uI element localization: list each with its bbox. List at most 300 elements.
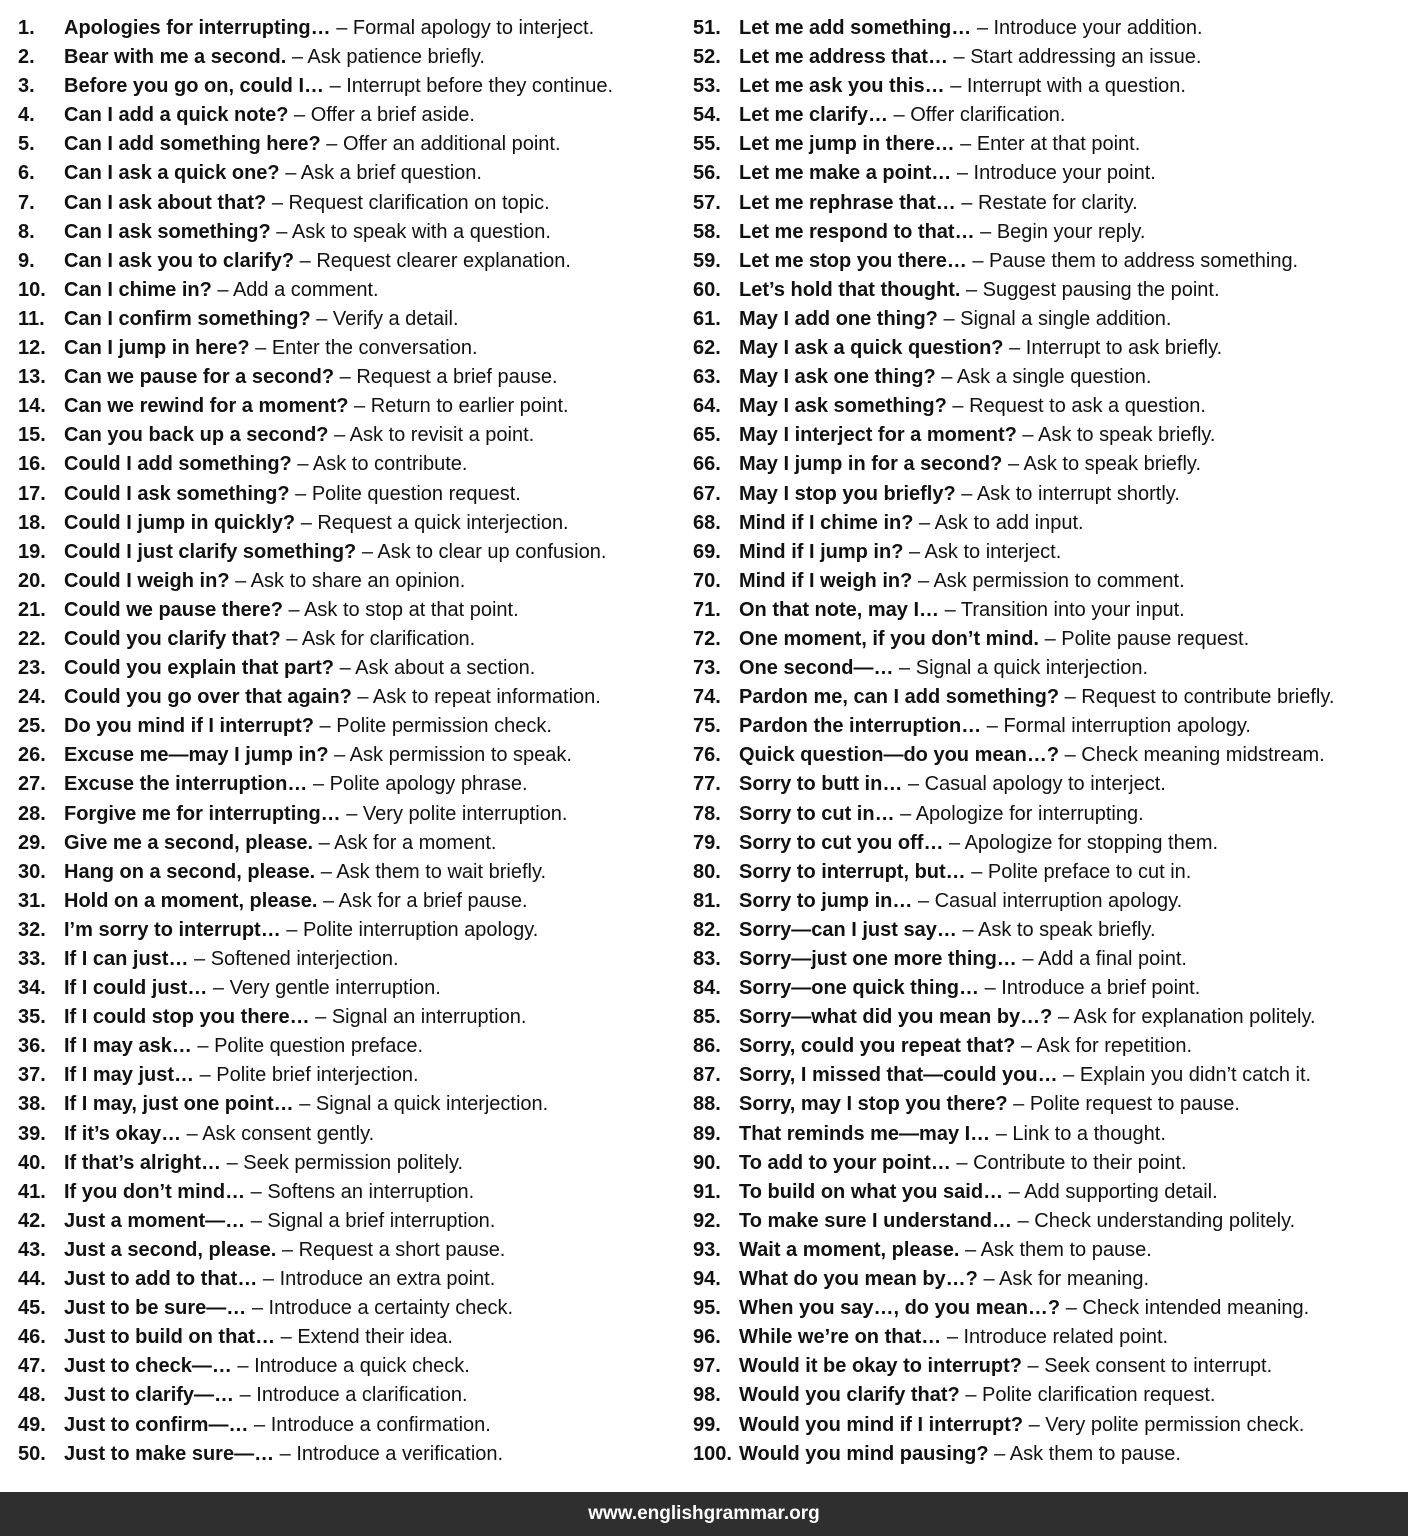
item-description: – Polite preface to cut in. xyxy=(971,860,1192,883)
item-description: – Ask to repeat information. xyxy=(357,686,601,709)
item-description: – Ask to contribute. xyxy=(297,453,468,476)
list-item xyxy=(18,1294,678,1323)
item-text xyxy=(739,43,1201,72)
item-text xyxy=(739,247,1298,276)
item-phrase: When you say…, do you mean…? xyxy=(739,1297,1061,1320)
item-phrase: Let me stop you there… xyxy=(739,249,967,272)
list-item xyxy=(18,1090,678,1119)
item-phrase: May I interject for a moment? xyxy=(739,424,1017,447)
item-text xyxy=(64,1265,495,1294)
list-item xyxy=(693,945,1408,974)
item-number: 87. xyxy=(693,1064,721,1087)
item-phrase: Just to check—… xyxy=(64,1355,232,1378)
list-item xyxy=(693,480,1408,509)
item-text xyxy=(739,887,1182,916)
item-text xyxy=(64,1149,463,1178)
footer-url[interactable]: www.englishgrammar.org xyxy=(588,1503,820,1524)
item-phrase: If I could just… xyxy=(64,977,208,1000)
item-phrase: Wait a moment, please. xyxy=(739,1238,960,1261)
item-number: 69. xyxy=(693,540,721,563)
item-number: 56. xyxy=(693,162,721,185)
list-item xyxy=(693,1149,1408,1178)
item-number: 54. xyxy=(693,104,721,127)
item-phrase: Excuse me—may I jump in? xyxy=(64,744,329,767)
item-number: 9. xyxy=(18,249,35,272)
item-text xyxy=(739,858,1191,887)
item-number: 83. xyxy=(693,948,721,970)
item-number: 42. xyxy=(18,1209,46,1232)
item-number: 18. xyxy=(18,511,46,534)
list-item xyxy=(18,218,678,247)
item-phrase: May I jump in for a second? xyxy=(739,453,1003,476)
list-item xyxy=(18,567,678,596)
item-text xyxy=(739,916,1156,945)
item-text xyxy=(739,596,1185,625)
list-item xyxy=(18,916,678,945)
item-number: 65. xyxy=(693,424,721,447)
item-text xyxy=(739,1294,1309,1323)
item-description: – Check intended meaning. xyxy=(1065,1297,1310,1320)
item-number: 47. xyxy=(18,1355,46,1378)
item-text xyxy=(64,858,546,887)
list-item xyxy=(693,974,1408,1003)
item-description: – Restate for clarity. xyxy=(961,191,1138,214)
list-item xyxy=(18,887,678,916)
item-text xyxy=(64,1032,423,1061)
item-number: 60. xyxy=(693,278,721,301)
list-item xyxy=(693,363,1408,392)
item-number: 89. xyxy=(693,1122,721,1145)
item-phrase: On that note, may I… xyxy=(739,598,940,621)
item-description: – Polite apology phrase. xyxy=(312,773,528,796)
item-phrase: One second—… xyxy=(739,657,894,680)
list-item xyxy=(18,625,678,654)
item-text xyxy=(739,654,1148,683)
list-item xyxy=(693,829,1408,858)
item-number: 37. xyxy=(18,1064,46,1087)
item-text xyxy=(739,1207,1295,1236)
item-number: 34. xyxy=(18,977,46,1000)
item-description: – Ask for explanation politely. xyxy=(1057,1006,1316,1029)
item-description: – Ask them to pause. xyxy=(965,1238,1152,1261)
item-phrase: To add to your point… xyxy=(739,1151,951,1174)
item-description: – Introduce a brief point. xyxy=(984,977,1201,1000)
list-item xyxy=(18,829,678,858)
item-phrase: Just a moment—… xyxy=(64,1209,246,1232)
item-description: – Signal a quick interjection. xyxy=(299,1093,549,1116)
item-text xyxy=(64,421,534,450)
item-text xyxy=(64,1003,526,1032)
item-number: 45. xyxy=(18,1297,46,1320)
item-phrase: What do you mean by…? xyxy=(739,1268,978,1291)
list-item xyxy=(693,72,1408,101)
item-phrase: Sorry to cut in… xyxy=(739,802,895,825)
item-text xyxy=(739,829,1218,858)
item-text xyxy=(64,712,552,741)
item-number: 20. xyxy=(18,569,46,592)
item-description: – Ask to interject. xyxy=(908,540,1062,563)
item-phrase: Sorry—just one more thing… xyxy=(739,948,1017,970)
item-number: 75. xyxy=(693,715,721,738)
list-item xyxy=(18,480,678,509)
item-text xyxy=(64,363,558,392)
item-text xyxy=(64,189,550,218)
item-phrase: One moment, if you don’t mind. xyxy=(739,627,1039,650)
item-phrase: Could I weigh in? xyxy=(64,569,230,592)
item-text xyxy=(739,305,1171,334)
item-description: – Introduce a clarification. xyxy=(239,1384,468,1407)
item-phrase: If I could stop you there… xyxy=(64,1006,310,1029)
item-number: 58. xyxy=(693,220,721,243)
item-number: 29. xyxy=(18,831,46,854)
item-description: – Very polite permission check. xyxy=(1028,1413,1305,1436)
item-number: 72. xyxy=(693,627,721,650)
item-number: 74. xyxy=(693,686,721,709)
item-text xyxy=(64,130,561,159)
list-item xyxy=(18,43,678,72)
item-description: – Casual apology to interject. xyxy=(907,773,1166,796)
item-phrase: Would it be okay to interrupt? xyxy=(739,1355,1022,1378)
item-number: 35. xyxy=(18,1006,46,1029)
item-number: 25. xyxy=(18,715,46,738)
item-text xyxy=(739,1236,1152,1265)
item-number: 85. xyxy=(693,1006,721,1029)
item-phrase: Can I add a quick note? xyxy=(64,104,289,127)
item-text xyxy=(64,741,572,770)
item-description: – Polite question request. xyxy=(295,482,521,505)
item-description: – Check meaning midstream. xyxy=(1064,744,1325,767)
item-phrase: Can I ask about that? xyxy=(64,191,267,214)
item-number: 53. xyxy=(693,75,721,98)
item-phrase: Could I add something? xyxy=(64,453,292,476)
phrase-column-right xyxy=(693,14,1408,1469)
list-item xyxy=(18,1207,678,1236)
item-phrase: May I stop you briefly? xyxy=(739,482,956,505)
list-item xyxy=(693,1236,1408,1265)
item-description: – Ask a brief question. xyxy=(285,162,482,185)
item-text xyxy=(64,1207,495,1236)
list-item xyxy=(693,625,1408,654)
item-description: – Seek consent to interrupt. xyxy=(1027,1355,1273,1378)
item-phrase: May I add one thing? xyxy=(739,307,938,330)
item-description: – Extend their idea. xyxy=(280,1326,453,1349)
list-item xyxy=(693,421,1408,450)
item-phrase: Just a second, please. xyxy=(64,1238,277,1261)
list-item xyxy=(18,101,678,130)
list-item xyxy=(693,538,1408,567)
list-item xyxy=(18,800,678,829)
list-item xyxy=(18,1120,678,1149)
item-text xyxy=(739,1440,1181,1469)
list-item xyxy=(693,800,1408,829)
item-description: – Request clearer explanation. xyxy=(299,249,571,272)
item-text xyxy=(739,770,1166,799)
item-phrase: Just to add to that… xyxy=(64,1268,258,1291)
item-number: 8. xyxy=(18,220,35,243)
list-item xyxy=(693,858,1408,887)
item-text xyxy=(64,305,459,334)
list-item xyxy=(693,741,1408,770)
item-phrase: While we’re on that… xyxy=(739,1326,942,1349)
list-item xyxy=(693,1032,1408,1061)
item-text xyxy=(739,683,1334,712)
item-number: 24. xyxy=(18,686,46,709)
item-number: 39. xyxy=(18,1122,46,1145)
item-number: 98. xyxy=(693,1384,721,1407)
item-number: 63. xyxy=(693,366,721,389)
list-item xyxy=(18,683,678,712)
item-phrase: Would you mind if I interrupt? xyxy=(739,1413,1024,1436)
list-item xyxy=(18,741,678,770)
item-description: – Ask permission to comment. xyxy=(917,569,1185,592)
item-number: 67. xyxy=(693,482,721,505)
item-description: – Casual interruption apology. xyxy=(917,889,1183,912)
list-item xyxy=(693,770,1408,799)
phrase-list xyxy=(0,14,1408,1474)
item-number: 51. xyxy=(693,17,721,39)
item-number: 92. xyxy=(693,1209,721,1232)
item-phrase: Let me address that… xyxy=(739,46,948,69)
item-number: 36. xyxy=(18,1035,46,1058)
item-number: 23. xyxy=(18,657,46,680)
item-description: – Enter at that point. xyxy=(960,133,1141,156)
item-text xyxy=(64,392,569,421)
item-number: 26. xyxy=(18,744,46,767)
item-number: 21. xyxy=(18,598,46,621)
item-number: 80. xyxy=(693,860,721,883)
item-text xyxy=(739,218,1145,247)
list-item xyxy=(693,1120,1408,1149)
item-number: 64. xyxy=(693,395,721,418)
list-item xyxy=(18,159,678,188)
item-phrase: Sorry—what did you mean by…? xyxy=(739,1006,1053,1029)
item-number: 30. xyxy=(18,860,46,883)
item-description: – Transition into your input. xyxy=(944,598,1185,621)
item-text xyxy=(739,1061,1311,1090)
item-phrase: Could I jump in quickly? xyxy=(64,511,296,534)
item-text xyxy=(64,1381,468,1410)
item-text xyxy=(64,159,482,188)
item-description: – Signal a brief interruption. xyxy=(250,1209,496,1232)
item-phrase: Can I ask you to clarify? xyxy=(64,249,295,272)
item-text xyxy=(64,72,613,101)
list-item xyxy=(18,654,678,683)
item-phrase: If it’s okay… xyxy=(64,1122,182,1145)
list-item xyxy=(693,130,1408,159)
item-number: 76. xyxy=(693,744,721,767)
item-description: – Ask to speak with a question. xyxy=(276,220,551,243)
item-number: 99. xyxy=(693,1413,721,1436)
item-text xyxy=(64,1178,474,1207)
item-number: 48. xyxy=(18,1384,46,1407)
list-item xyxy=(693,14,1408,43)
list-item xyxy=(693,334,1408,363)
item-text xyxy=(739,334,1222,363)
item-phrase: Pardon me, can I add something? xyxy=(739,686,1060,709)
item-text xyxy=(64,101,475,130)
item-text xyxy=(64,1120,374,1149)
item-description: – Suggest pausing the point. xyxy=(966,278,1220,301)
list-item xyxy=(18,1061,678,1090)
item-text xyxy=(64,916,538,945)
item-number: 2. xyxy=(18,46,35,69)
item-number: 94. xyxy=(693,1268,721,1291)
item-phrase: Sorry, I missed that—could you… xyxy=(739,1064,1058,1087)
item-text xyxy=(739,1411,1304,1440)
item-number: 49. xyxy=(18,1413,46,1436)
item-phrase: Could you explain that part? xyxy=(64,657,335,680)
item-description: – Polite clarification request. xyxy=(965,1384,1216,1407)
item-phrase: Let me respond to that… xyxy=(739,220,975,243)
item-text xyxy=(739,509,1084,538)
list-item xyxy=(18,1411,678,1440)
item-description: – Ask to clear up confusion. xyxy=(361,540,607,563)
item-phrase: If I may just… xyxy=(64,1064,195,1087)
item-text xyxy=(64,538,606,567)
item-phrase: Just to build on that… xyxy=(64,1326,276,1349)
item-text xyxy=(739,159,1156,188)
item-description: – Interrupt with a question. xyxy=(950,75,1186,98)
item-number: 52. xyxy=(693,46,721,69)
item-text xyxy=(739,1178,1218,1207)
item-number: 4. xyxy=(18,104,35,127)
item-text xyxy=(64,654,535,683)
list-item xyxy=(693,596,1408,625)
list-item xyxy=(693,450,1408,479)
list-item xyxy=(693,189,1408,218)
item-description: – Check understanding politely. xyxy=(1017,1209,1296,1232)
item-number: 40. xyxy=(18,1151,46,1174)
item-number: 81. xyxy=(693,889,721,912)
item-phrase: Just to be sure—… xyxy=(64,1297,247,1320)
item-description: – Request a quick interjection. xyxy=(300,511,569,534)
item-description: – Request a brief pause. xyxy=(339,366,558,389)
item-text xyxy=(64,1236,505,1265)
item-description: – Softened interjection. xyxy=(194,948,399,970)
item-text xyxy=(64,276,379,305)
list-item xyxy=(18,1381,678,1410)
item-description: – Request to contribute briefly. xyxy=(1064,686,1335,709)
item-phrase: Let me jump in there… xyxy=(739,133,955,156)
list-item xyxy=(693,567,1408,596)
list-item xyxy=(693,1061,1408,1090)
item-phrase: Can I ask something? xyxy=(64,220,271,243)
list-item xyxy=(18,392,678,421)
item-description: – Introduce your addition. xyxy=(976,17,1203,39)
list-item xyxy=(693,1381,1408,1410)
list-item xyxy=(18,1323,678,1352)
item-phrase: Sorry, may I stop you there? xyxy=(739,1093,1008,1116)
item-description: – Polite permission check. xyxy=(319,715,552,738)
item-number: 73. xyxy=(693,657,721,680)
item-text xyxy=(64,509,569,538)
list-item xyxy=(693,1207,1408,1236)
item-description: – Polite pause request. xyxy=(1044,627,1250,650)
item-description: – Signal an interruption. xyxy=(315,1006,527,1029)
item-text xyxy=(64,1411,491,1440)
item-description: – Add a comment. xyxy=(217,278,379,301)
item-description: – Introduce an extra point. xyxy=(262,1268,496,1291)
list-item xyxy=(18,247,678,276)
item-phrase: Could I ask something? xyxy=(64,482,290,505)
item-description: – Add a final point. xyxy=(1022,948,1187,970)
item-description: – Explain you didn’t catch it. xyxy=(1063,1064,1312,1087)
item-text xyxy=(739,480,1180,509)
item-phrase: To build on what you said… xyxy=(739,1180,1004,1203)
item-description: – Ask permission to speak. xyxy=(334,744,572,767)
item-text xyxy=(64,247,571,276)
item-description: – Polite brief interjection. xyxy=(199,1064,419,1087)
item-number: 7. xyxy=(18,191,35,214)
item-phrase: Let me make a point… xyxy=(739,162,952,185)
item-description: – Ask for repetition. xyxy=(1020,1035,1193,1058)
item-phrase: If that’s alright… xyxy=(64,1151,222,1174)
item-phrase: If I can just… xyxy=(64,948,189,970)
item-number: 32. xyxy=(18,918,46,941)
item-text xyxy=(739,72,1186,101)
item-number: 86. xyxy=(693,1035,721,1058)
item-text xyxy=(739,800,1144,829)
item-description: – Contribute to their point. xyxy=(956,1151,1187,1174)
item-description: – Ask them to wait briefly. xyxy=(320,860,547,883)
item-text xyxy=(64,1323,453,1352)
list-item xyxy=(693,1178,1408,1207)
list-item xyxy=(18,1149,678,1178)
list-item xyxy=(18,72,678,101)
list-item xyxy=(18,712,678,741)
item-number: 3. xyxy=(18,75,35,98)
list-item xyxy=(18,363,678,392)
item-number: 22. xyxy=(18,627,46,650)
item-phrase: Mind if I chime in? xyxy=(739,511,914,534)
item-description: – Formal apology to interject. xyxy=(336,17,595,39)
item-number: 5. xyxy=(18,133,35,156)
item-phrase: Sorry to jump in… xyxy=(739,889,913,912)
item-number: 91. xyxy=(693,1180,721,1203)
item-description: – Very polite interruption. xyxy=(346,802,568,825)
item-number: 90. xyxy=(693,1151,721,1174)
item-number: 33. xyxy=(18,948,46,970)
item-phrase: Just to confirm—… xyxy=(64,1413,249,1436)
item-description: – Ask to stop at that point. xyxy=(288,598,519,621)
item-description: – Seek permission politely. xyxy=(226,1151,464,1174)
item-text xyxy=(64,1061,419,1090)
item-description: – Ask consent gently. xyxy=(186,1122,375,1145)
item-text xyxy=(64,770,528,799)
item-phrase: Can I jump in here? xyxy=(64,337,250,360)
item-phrase: Let’s hold that thought. xyxy=(739,278,961,301)
list-item xyxy=(18,1032,678,1061)
item-description: – Ask to speak briefly. xyxy=(1022,424,1216,447)
item-phrase: Could I just clarify something? xyxy=(64,540,357,563)
list-item xyxy=(18,858,678,887)
item-description: – Add supporting detail. xyxy=(1008,1180,1218,1203)
item-phrase: Apologies for interrupting… xyxy=(64,17,331,39)
item-description: – Formal interruption apology. xyxy=(986,715,1251,738)
item-text xyxy=(739,14,1203,43)
footer-bar xyxy=(0,1492,1408,1536)
item-phrase: Let me add something… xyxy=(739,17,972,39)
item-phrase: Quick question—do you mean…? xyxy=(739,744,1060,767)
item-number: 100. xyxy=(693,1442,732,1465)
list-item xyxy=(18,1265,678,1294)
item-phrase: Would you clarify that? xyxy=(739,1384,960,1407)
item-description: – Signal a single addition. xyxy=(943,307,1172,330)
item-phrase: Hang on a second, please. xyxy=(64,860,316,883)
item-phrase: Sorry—one quick thing… xyxy=(739,977,980,1000)
item-number: 62. xyxy=(693,337,721,360)
item-description: – Ask to share an opinion. xyxy=(235,569,466,592)
